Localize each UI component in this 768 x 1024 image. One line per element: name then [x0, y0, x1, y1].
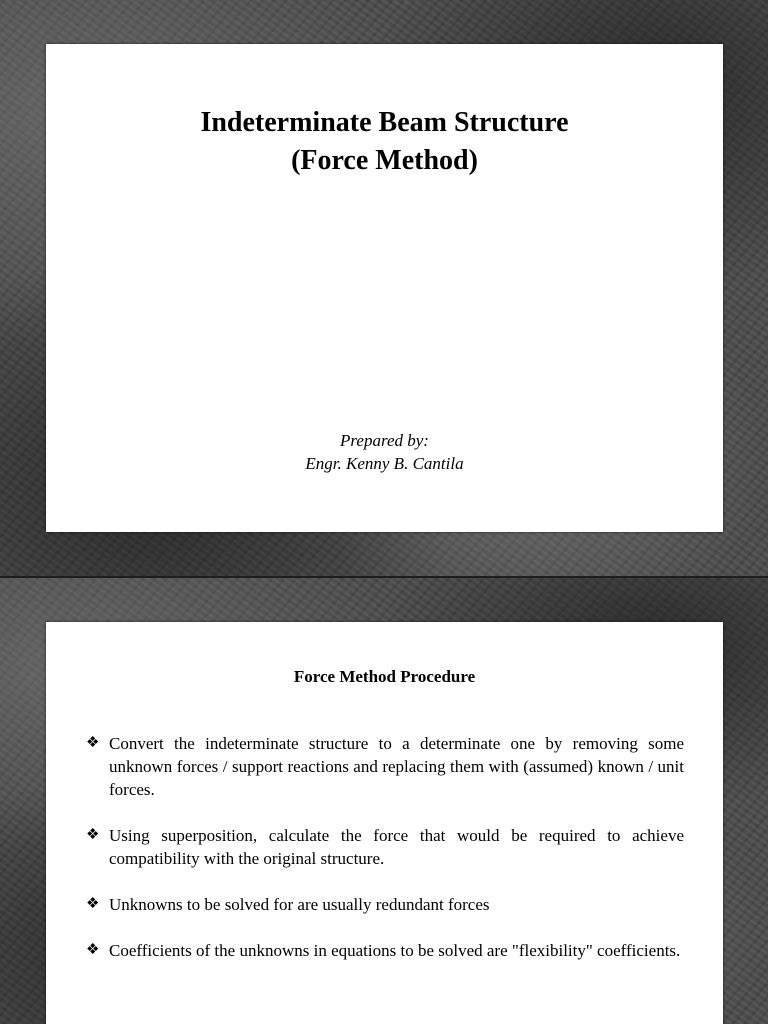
- list-item: [86, 824, 684, 870]
- bullet-diamond-icon: ❖: [86, 896, 100, 912]
- list-item: [86, 893, 684, 916]
- bullet-text: Using superposition, calculate the force that would be required to achieve compatibility with the original structure.: [109, 826, 684, 868]
- bullet-diamond-icon: ❖: [86, 942, 100, 958]
- slide-title-text: [46, 104, 723, 180]
- bullet-text: Unknowns to be solved for are usually redundant forces: [109, 895, 490, 914]
- slide-paper: [46, 622, 723, 1024]
- slide-procedure: [0, 576, 768, 1024]
- byline: [46, 429, 723, 475]
- slide-paper: [46, 44, 723, 532]
- procedure-list: [86, 732, 684, 985]
- list-item: [86, 732, 684, 801]
- bullet-diamond-icon: ❖: [86, 827, 100, 843]
- list-item: [86, 939, 684, 962]
- title-line-2: (Force Method): [291, 145, 478, 176]
- bullet-text: Coefficients of the unknowns in equations to be solved are "flexibility" coefficients.: [109, 941, 681, 960]
- prepared-label: Prepared by:: [340, 431, 429, 450]
- author-name: Engr. Kenny B. Cantila: [305, 454, 464, 473]
- bullet-text: Convert the indeterminate structure to a determinate one by removing some unknown forces / support reactions and replacing them with (assumed) known / unit forces.: [109, 734, 684, 799]
- procedure-heading: Force Method Procedure: [293, 667, 476, 686]
- bullet-diamond-icon: ❖: [86, 735, 100, 751]
- title-line-1: Indeterminate Beam Structure: [200, 107, 569, 138]
